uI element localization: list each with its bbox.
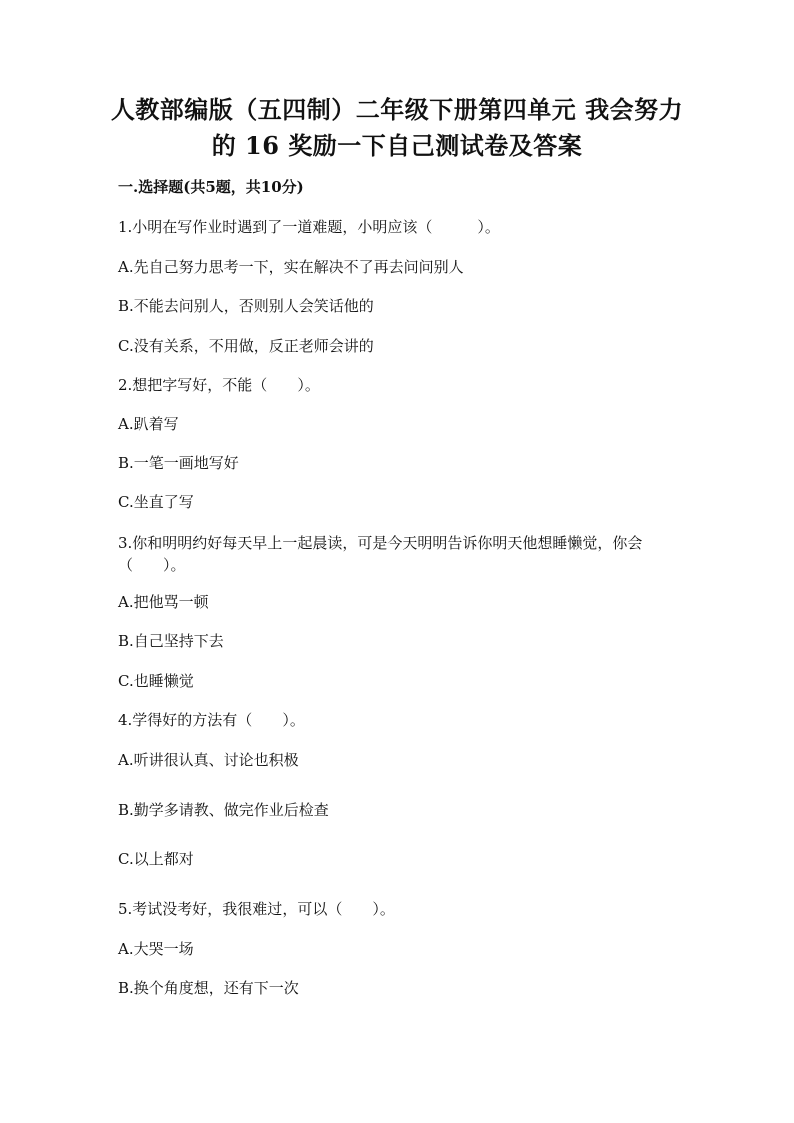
section-heading: 一.选择题(共5题，共10分) [118, 178, 304, 196]
question-3-option-b: B.自己坚持下去 [118, 632, 224, 650]
question-2-option-a: A.趴着写 [118, 415, 179, 433]
question-2-option-c: C.坐直了写 [118, 493, 194, 511]
question-4-option-b: B.勤学多请教、做完作业后检查 [118, 801, 329, 819]
question-1-option-b: B.不能去问别人，否则别人会笑话他的 [118, 297, 374, 315]
page-title: 人教部编版（五四制）二年级下册第四单元 我会努力的 16 奖励一下自己测试卷及答案 [110, 95, 684, 160]
question-5-stem: 5.考试没考好，我很难过，可以（ ）。 [118, 900, 395, 918]
question-4-stem: 4.学得好的方法有（ ）。 [118, 711, 305, 729]
question-5-option-a: A.大哭一场 [118, 940, 194, 958]
question-4-option-c: C.以上都对 [118, 850, 194, 868]
question-3-stem: 3.你和明明约好每天早上一起晨读，可是今天明明告诉你明天他想睡懒觉，你会（ ）。 [118, 534, 643, 574]
question-3-option-a: A.把他骂一顿 [118, 593, 209, 611]
question-1-option-c: C.没有关系，不用做，反正老师会讲的 [118, 337, 374, 355]
question-5-option-b: B.换个角度想，还有下一次 [118, 979, 299, 997]
question-2-option-b: B.一笔一画地写好 [118, 454, 239, 472]
question-2-stem: 2.想把字写好，不能（ ）。 [118, 376, 320, 394]
question-1-option-a: A.先自己努力思考一下，实在解决不了再去问问别人 [118, 258, 464, 276]
question-4-option-a: A.听讲很认真、讨论也积极 [118, 751, 299, 769]
question-3-option-c: C.也睡懒觉 [118, 672, 194, 690]
question-1-stem: 1.小明在写作业时遇到了一道难题，小明应该（ ）。 [118, 218, 500, 236]
